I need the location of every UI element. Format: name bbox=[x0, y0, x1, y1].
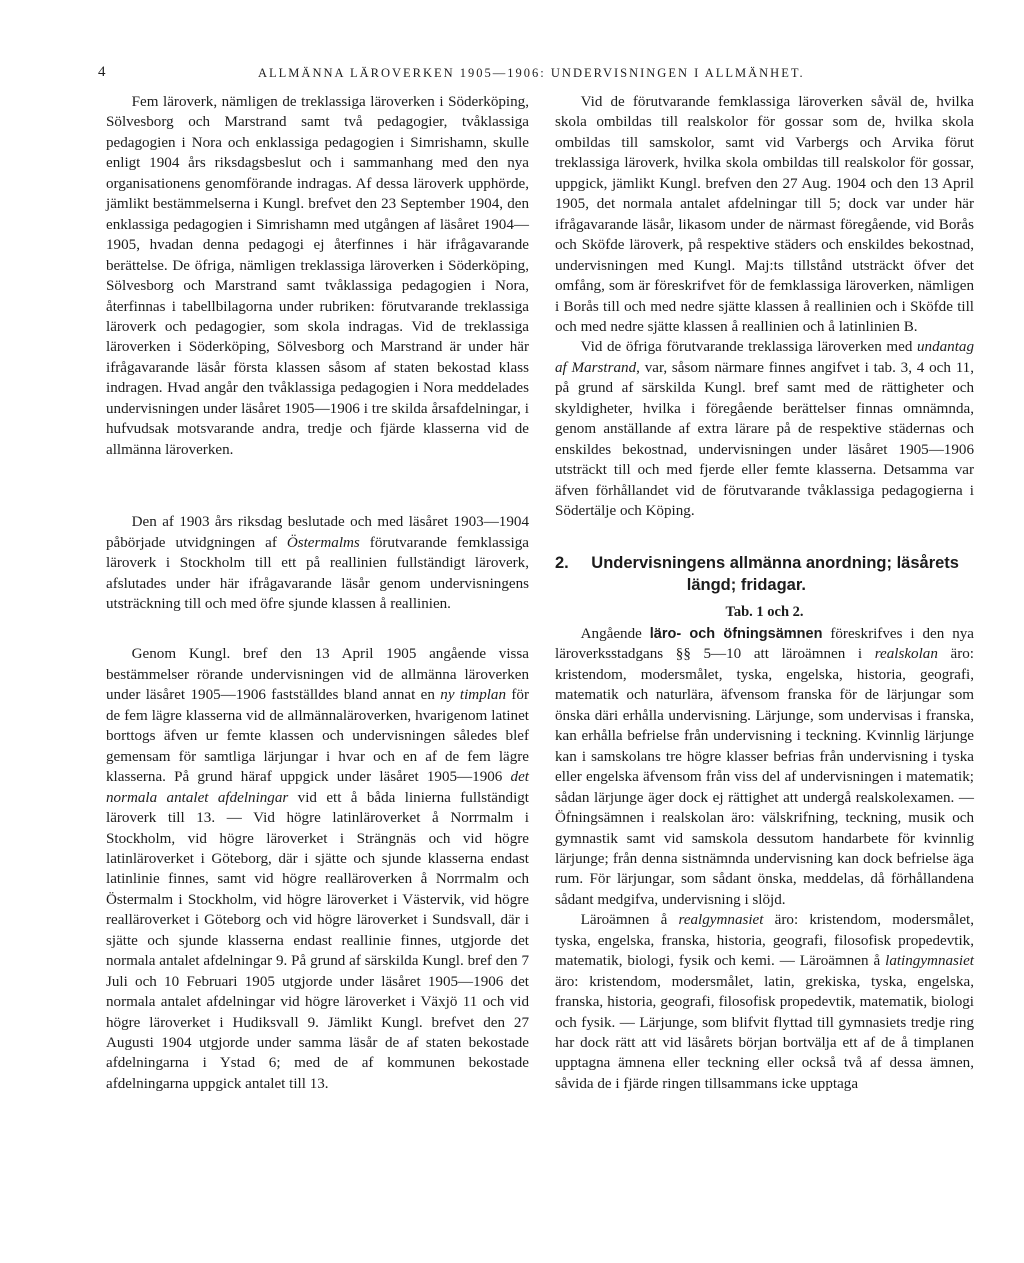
running-header bbox=[98, 64, 938, 84]
section-heading: 2. Undervisningens allmänna anordning; läsårets längd; fridagar. bbox=[555, 553, 959, 594]
right-column bbox=[555, 92, 974, 1094]
running-title: ALLMÄNNA LÄROVERKEN 1905—1906: UNDERVISNINGEN I ALLMÄNHET. bbox=[258, 66, 805, 80]
page-number: 4 bbox=[98, 64, 106, 80]
paragraph-treklassiga: Vid de öfriga förutvarande treklassiga läroverken med undantag af Marstrand, var, såsom närmare finnes angifvet i tab. 3, 4 och 11, på grund af särskilda Kungl. bref samt med de rättigheter och skyldigheter, hvilka i föregående berättelser finnas omnämnda, genom anställande af extra lärare på de respektive städernas och enskildes bekostnad, undervisningen under läsåret 1905—1906 utsträckt till och med fjerde eller femte klasserna. Detsamma var äfven förhållandet vid de förutvarande tvåklassiga pedagogierna i Södertälje och Köping. bbox=[555, 339, 975, 520]
left-column bbox=[106, 92, 529, 1094]
paragraph-femklassiga: Vid de förutvarande femklassiga läroverken såväl de, hvilka skola ombildas till realskolor för gossar som de, hvilka skola ombildas till samskolor, samt vid Varbergs och Arvika förut treklassiga läroverk, hvilka skola ombildas till realskolor för gossar, uppgick, jämlikt Kungl. brefven den 27 Aug. 1904 och den 13 April 1905, det normala antalet afdelningar till 5; dock var under här ifrågavarande läsår, likasom under de närmast föregående, vid Borås och Sköfde läroverk, på respektive städers och enskildes bekostnad, undervisningen med Kungl. Maj:ts tillstånd utsträckt öfver det omfång, som är föreskrifvet för de femklassiga läroverken, nämligen i Borås till och med nedre sjätte klassen å reallinien och i Sköfde till och med nedre sjätte klassen å reallinien och å latinlinien B. bbox=[555, 94, 974, 335]
paragraph-timplan: Genom Kungl. bref den 13 April 1905 angående vissa bestämmelser rörande undervisningen vid de allmänna läroverken under läsåret 1905—1906 fastställdes bland annat en ny timplan för de fem lägre klasserna vid de allmännaläroverken, hvarigenom latinet borttogs äfven ur femte klassen och undervisningen således blef gemensam för samtliga lärjungar i hvar och en af de fem lägre klasserna. På grund häraf uppgick under läsåret 1905—1906 det normala antalet afdelningar vid ett å båda linierna fullständigt läroverk till 13. — Vid högre latinläroverket å Norrmalm i Stockholm, vid högre läroverket i Strängnäs och vid högre latinläroverket i Göteborg, där i sjätte och sjunde klasserna endast latinlinie finnes, samt vid högre realläroverken å Norrmalm och Östermalm i Stockholm, vid högre läroverket i Västervik, vid högre realläroverket i Göteborg och vid högre läroverket i Sundsvall, där i sjätte och sjunde klasserna endast reallinie finnes, utgjorde det normala antalet afdelningar 9. På grund af särskilda Kungl. bref den 7 Juli och 10 Februari 1905 utgjorde under läsåret 1905—1906 det normala antalet afdelningar vid högre läroverket i Växjö 11 och vid högre läroverket i Hudiksvall 9. Jämlikt Kungl. brefvet den 27 Augusti 1904 utgjorde under samma läsår de af staten bekostade afdelningarna i Ystad 6; med de af kommunen bekostade afdelningarna uppgick antalet till 13. bbox=[106, 646, 529, 1092]
paragraph-realskolan: Angående läro- och öfningsämnen föreskrifves i den nya läroverksstadgans §§ 5—10 att läroämnen i realskolan äro: kristendom, modersmålet, tyska, engelska, historia, geografi, matematik och naturlära, äfvensom franska för de lärjungar som önska däri erhålla undervisning. Lärjunge, som undervisas i franska, kan erhålla befrielse från undervisning i teckning. Kvinnlig lärjunge kan i samskolans tre högre klasser befrias från undervisning i tyska eller engelska äfvensom från viss del af undervisningen i matematik; sådan lärjunge äger dock ej rättighet att undergå realskolexamen. — Öfningsämnen i realskolan äro: välskrifning, teckning, musik och gymnastik samt vid samskola dessutom handarbete för kvinnlig lärjunge; från denna sistnämnda undervisning kan dock befrielse äga rum. För lärjungar, som sådant önska, meddelas, då förhållandena sådant medgifva, undervisning i slöjd. bbox=[555, 625, 975, 908]
paragraph-gymnasiet: Läroämnen å realgymnasiet äro: kristendom, modersmålet, tyska, engelska, franska, historia, geografi, filosofisk propedevtik, matematik, biologi, fysik och kemi. — Läroämnen å latingymnasiet äro: kristendom, modersmålet, latin, grekiska, tyska, engelska, franska, historia, geografi, filosofisk propedevtik, matematik, biologi och fysik. — Lärjunge, som blifvit flyttad till gymnasiets tredje ring har dock rätt att vid läsårets början bortvälja ett af de å timplanen upptagna ämnena eller teckning eller också två af dessa ämnen, såvida de i fjärde ringen tillsammans icke upptaga bbox=[555, 912, 974, 1092]
paragraph-indragna-laroverk: Fem läroverk, nämligen de treklassiga läroverken i Söderköping, Sölvesborg och Marstrand samt två pedagogier, tvåklassiga pedagogien i Nora och enklassiga pedagogien i Simrishamn, skulle enligt 1904 års riksdagsbeslut och i sammanhang med den nya organisationens genomförande indragas. Af dessa läroverk upphörde, jämlikt bestämmelserna i Kungl. brefvet den 23 September 1904, den enklassiga pedagogien i Simrishamn med utgången af läsåret 1904—1905, hvadan denna pedagogi ej återfinnes i här ifrågavarande berättelse. De öfriga, nämligen treklassiga läroverken i Söderköping, Sölvesborg och Marstrand samt tvåklassiga pedagogien i Nora, återfinnas i tabellbilagorna under rubriken: förutvarande treklassiga läroverk och pedagogier, som skola indragas. Vid de treklassiga läroverken i Söderköping, Sölvesborg och Marstrand är under här ifrågavarande läsår första klassen såsom af staten bekostad klass indragen. Hvad angår den tvåklassiga pedagogien i Nora meddelades undervisningen under läsåret 1905—1906 i tre skilda årsafdelningar, i hufvudsak motsvarande andra, tredje och fjärde klasserna vid de allmänna läroverken. bbox=[106, 94, 529, 458]
table-reference: Tab. 1 och 2. bbox=[725, 603, 804, 620]
paragraph-ostermalm: Den af 1903 års riksdag beslutade och med läsåret 1903—1904 påbörjade utvidgningen af Östermalms förutvarande femklassiga läroverk i Stockholm till ett på reallinien fullständigt läroverk, afslutades under här ifrågavarande läsår genom undervisningens utsträckning till och med öfre sjunde klassen å reallinien. bbox=[106, 514, 529, 612]
